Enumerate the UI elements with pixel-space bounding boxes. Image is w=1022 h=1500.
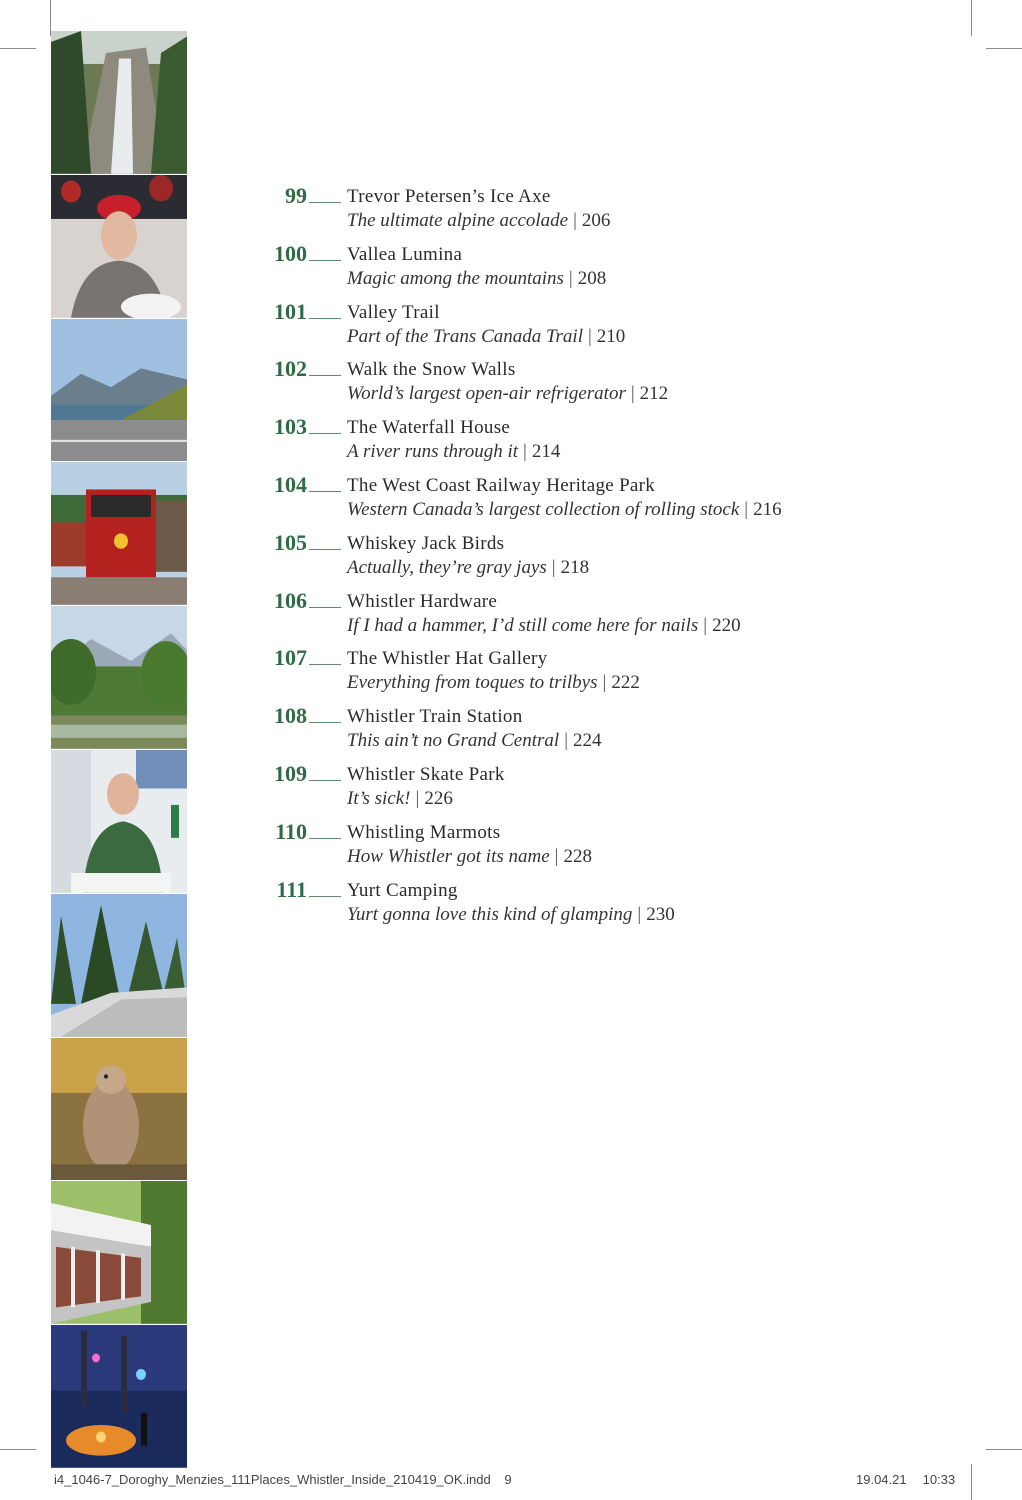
toc-entry-page: 210 (596, 325, 626, 347)
crop-mark-top-right (971, 0, 972, 36)
toc-entry-separator: | (554, 845, 559, 867)
toc-entry-number: 106 (274, 587, 307, 613)
toc-entry-subline (347, 729, 602, 753)
photo-lake-highway (51, 319, 187, 463)
toc-entry-title: Whistler Train Station (347, 706, 523, 728)
photo-skate-park (51, 894, 187, 1038)
toc-entry-number: 99 (285, 183, 307, 208)
photo-waterfall (51, 31, 187, 175)
toc-entry-separator: | (602, 672, 607, 694)
toc-entry-number: 108 (274, 703, 307, 729)
toc-entry-number: 102 (274, 356, 307, 382)
toc-entry-subtitle: Everything from toques to trilbys (347, 672, 598, 694)
crop-mark-right-top (986, 48, 1022, 49)
toc-entry-subline (347, 671, 640, 695)
toc-entry-rule (309, 780, 341, 781)
footer-filename: i4_1046-7_Doroghy_Menzies_111Places_Whistler_Inside_210419_OK.indd (54, 1472, 491, 1487)
photo-marmot (51, 1038, 187, 1182)
toc-entry-subtitle: Actually, they’re gray jays (347, 556, 547, 578)
toc-entry-rule (309, 260, 341, 261)
footer-timestamp (856, 1472, 955, 1487)
toc-entry-separator: | (703, 614, 708, 636)
toc-entry-page: 224 (573, 730, 602, 752)
toc-entry-page: 220 (712, 614, 741, 636)
toc-entry-separator: | (568, 267, 573, 289)
toc-entry-rule (309, 896, 341, 897)
toc-entry-subtitle: How Whistler got its name (347, 845, 550, 867)
toc-entry-page: 228 (563, 845, 592, 867)
toc-entry-subtitle: A river runs through it (347, 441, 519, 463)
toc-entry-page: 206 (581, 210, 611, 231)
toc-entry-subline (347, 267, 606, 291)
toc-entry-subtitle: Magic among the mountains (347, 267, 564, 289)
photo-hat-lady (51, 175, 187, 319)
toc-entry-title: Yurt Camping (347, 879, 458, 901)
toc-entry-title: Vallea Lumina (347, 243, 463, 265)
photo-shopkeeper (51, 750, 187, 894)
toc-entry-rule (309, 607, 341, 608)
toc-entry-subtitle: Yurt gonna love this kind of glamping (347, 903, 633, 925)
toc-entry[interactable] (260, 703, 960, 761)
toc-entry-rule (309, 664, 341, 665)
footer-slug (54, 1472, 512, 1487)
toc-entry[interactable] (260, 588, 960, 646)
toc-entry-separator: | (573, 210, 577, 231)
toc-entry[interactable] (260, 183, 960, 241)
toc-entry-page: 214 (531, 441, 561, 463)
toc-entry[interactable] (260, 356, 960, 414)
toc-entry-page: 216 (753, 498, 782, 520)
toc-entry-subline (347, 325, 625, 349)
toc-entry[interactable] (260, 530, 960, 588)
toc-entry-rule (309, 375, 341, 376)
toc-entry[interactable] (260, 819, 960, 877)
toc-entry-subtitle: The ultimate alpine accolade (347, 210, 569, 231)
toc-entry[interactable] (260, 472, 960, 530)
toc-entry-page: 226 (424, 787, 453, 809)
photo-covered-bridge (51, 1181, 187, 1325)
toc-entry-title: Walk the Snow Walls (347, 359, 516, 381)
toc-entry[interactable] (260, 299, 960, 357)
toc-entry-subline (347, 209, 610, 233)
toc-entry-rule (309, 491, 341, 492)
toc-entry-subtitle: World’s largest open-air refrigerator (347, 383, 626, 405)
toc-entry-separator: | (587, 325, 592, 347)
toc-entry-number: 111 (276, 876, 307, 902)
footer-date: 19.04.21 (856, 1472, 907, 1487)
toc-entry-rule (309, 722, 341, 723)
toc-entry-number: 103 (274, 414, 307, 440)
toc-entry-title: Whistler Skate Park (347, 763, 505, 785)
toc-entry-separator: | (637, 903, 642, 925)
toc-entry-page: 230 (646, 903, 675, 925)
crop-mark-left-bottom (0, 1449, 36, 1450)
toc-entry-subtitle: Part of the Trans Canada Trail (347, 325, 583, 347)
toc-entry-page: 222 (611, 672, 640, 694)
table-of-contents (260, 183, 960, 934)
toc-entry[interactable] (260, 761, 960, 819)
toc-entry-separator: | (630, 383, 635, 405)
crop-mark-left-top (0, 48, 36, 49)
toc-entry-subtitle: If I had a hammer, I’d still come here for nails (347, 614, 699, 636)
toc-entry-page: 208 (577, 267, 607, 289)
toc-entry[interactable] (260, 414, 960, 472)
toc-entry-separator: | (551, 556, 556, 578)
toc-entry-number: 100 (274, 240, 307, 266)
toc-entry-number: 107 (274, 645, 307, 671)
toc-entry-subline (347, 787, 453, 811)
toc-entry-subtitle: This ain’t no Grand Central (347, 730, 560, 752)
toc-entry-subline (347, 440, 560, 464)
toc-entry-title: Trevor Petersen’s Ice Axe (347, 186, 551, 207)
toc-entry-page: 218 (560, 556, 590, 578)
photo-river (51, 606, 187, 750)
toc-entry-rule (309, 838, 341, 839)
toc-entry-title: Whistling Marmots (347, 821, 501, 843)
toc-entry-title: Whistler Hardware (347, 590, 498, 612)
toc-entry-rule (309, 318, 341, 319)
toc-entry-number: 110 (275, 818, 307, 844)
toc-entry-rule (309, 433, 341, 434)
toc-entry-separator: | (744, 498, 749, 520)
toc-entry-title: The West Coast Railway Heritage Park (347, 474, 656, 496)
toc-entry-title: Whiskey Jack Birds (347, 532, 505, 554)
toc-entry-subtitle: Western Canada’s largest collection of rolling stock (347, 498, 740, 520)
toc-entry-number: 109 (274, 760, 307, 786)
toc-entry-page: 212 (639, 383, 669, 405)
toc-entry-separator: | (564, 730, 569, 752)
toc-entry-number: 101 (274, 298, 307, 324)
toc-entry[interactable] (260, 645, 960, 703)
toc-entry-title: The Waterfall House (347, 417, 511, 439)
toc-entry-subline (347, 556, 589, 580)
toc-entry[interactable] (260, 241, 960, 299)
toc-entry-rule (309, 202, 341, 203)
toc-entry-rule (309, 549, 341, 550)
toc-entry-separator: | (523, 441, 527, 463)
toc-entry-title: Valley Trail (347, 301, 440, 323)
toc-entry-separator: | (415, 787, 420, 809)
toc-entry-subline (347, 903, 675, 927)
toc-entry-subline (347, 498, 782, 522)
footer-time: 10:33 (922, 1472, 956, 1487)
toc-entry-subtitle: It’s sick! (347, 787, 411, 809)
footer-page-number: 9 (504, 1472, 512, 1487)
toc-entry-title: The Whistler Hat Gallery (347, 648, 548, 670)
toc-entry-subline (347, 614, 741, 638)
toc-entry-number: 104 (274, 471, 307, 497)
crop-mark-right-bottom (986, 1449, 1022, 1450)
toc-entry-subline (347, 382, 668, 406)
toc-entry-subline (347, 845, 592, 869)
toc-entry-number: 105 (274, 529, 307, 555)
photo-strip (51, 31, 187, 1469)
photo-night-lights (51, 1325, 187, 1469)
photo-train (51, 462, 187, 606)
crop-mark-bottom-right (971, 1464, 972, 1500)
toc-entry[interactable] (260, 877, 960, 935)
